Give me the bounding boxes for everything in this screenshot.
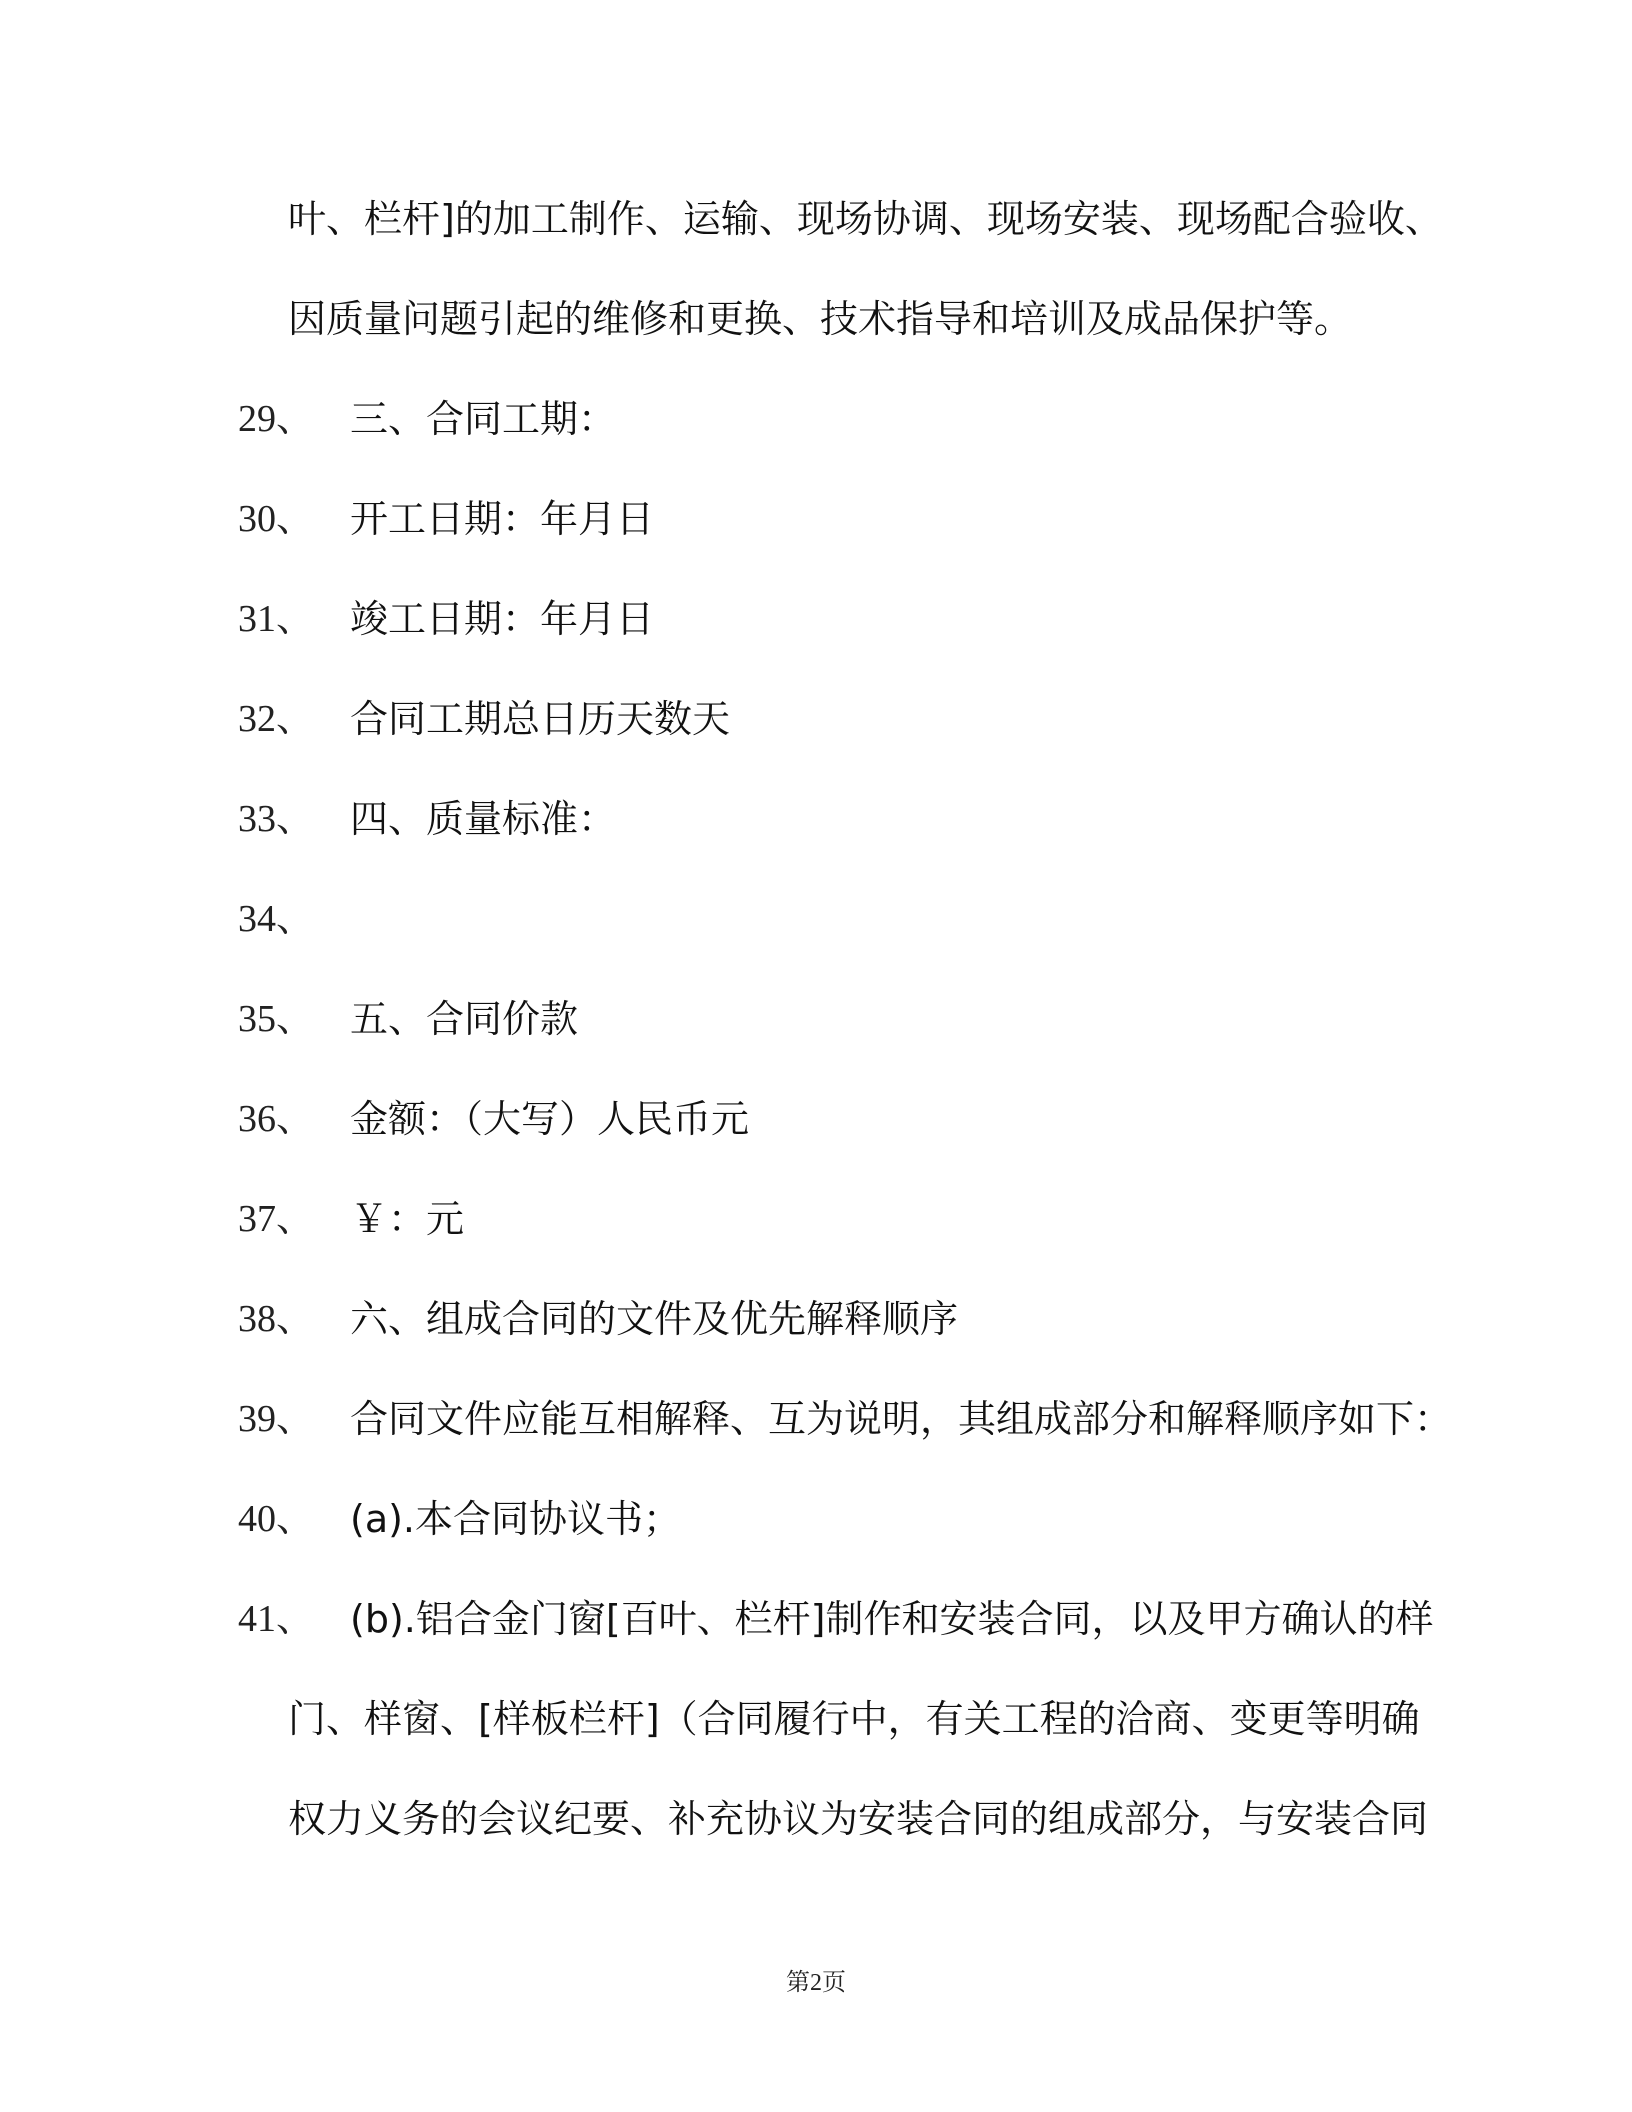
item-text: 合同文件应能互相解释、互为说明，其组成部分和解释顺序如下： bbox=[350, 1397, 1453, 1441]
item-number: 39、 bbox=[238, 1398, 315, 1440]
item-number: 38、 bbox=[238, 1298, 315, 1340]
item-text: 五、合同价款 bbox=[350, 997, 579, 1041]
continuation-line: 因质量问题引起的维修和更换、技术指导和培训及成品保护等。 bbox=[288, 297, 1353, 341]
item-number: 35、 bbox=[238, 998, 315, 1040]
item-text: 竣工日期：年月日 bbox=[350, 597, 655, 641]
item-number: 34、 bbox=[238, 898, 315, 940]
item-text: ￥：元 bbox=[350, 1197, 465, 1241]
item-text: 金额：（大写）人民币元 bbox=[350, 1097, 750, 1141]
item-text: (b).铝合金门窗[百叶、栏杆]制作和安装合同，以及甲方确认的样 bbox=[350, 1597, 1434, 1641]
item-number: 29、 bbox=[238, 398, 315, 440]
continuation-line: 权力义务的会议纪要、补充协议为安装合同的组成部分，与安装合同 bbox=[288, 1797, 1429, 1841]
item-text: 四、质量标准： bbox=[350, 797, 617, 841]
item-text: 合同工期总日历天数天 bbox=[350, 697, 731, 741]
item-text: 三、合同工期： bbox=[350, 397, 617, 441]
page-number: 第2页 bbox=[786, 1970, 846, 1996]
item-number: 30、 bbox=[238, 498, 315, 540]
item-number: 41、 bbox=[238, 1598, 315, 1640]
item-number: 36、 bbox=[238, 1098, 315, 1140]
continuation-line: 门、样窗、[样板栏杆]（合同履行中，有关工程的洽商、变更等明确 bbox=[288, 1697, 1420, 1741]
item-number: 33、 bbox=[238, 798, 315, 840]
item-number: 32、 bbox=[238, 698, 315, 740]
item-text: (a).本合同协议书； bbox=[350, 1497, 682, 1541]
item-text: 六、组成合同的文件及优先解释顺序 bbox=[350, 1297, 959, 1341]
item-text: 开工日期：年月日 bbox=[350, 497, 655, 541]
item-number: 31、 bbox=[238, 598, 315, 640]
continuation-line: 叶、栏杆]的加工制作、运输、现场协调、现场安装、现场配合验收、 bbox=[288, 197, 1443, 241]
item-number: 40、 bbox=[238, 1498, 315, 1540]
item-number: 37、 bbox=[238, 1198, 315, 1240]
